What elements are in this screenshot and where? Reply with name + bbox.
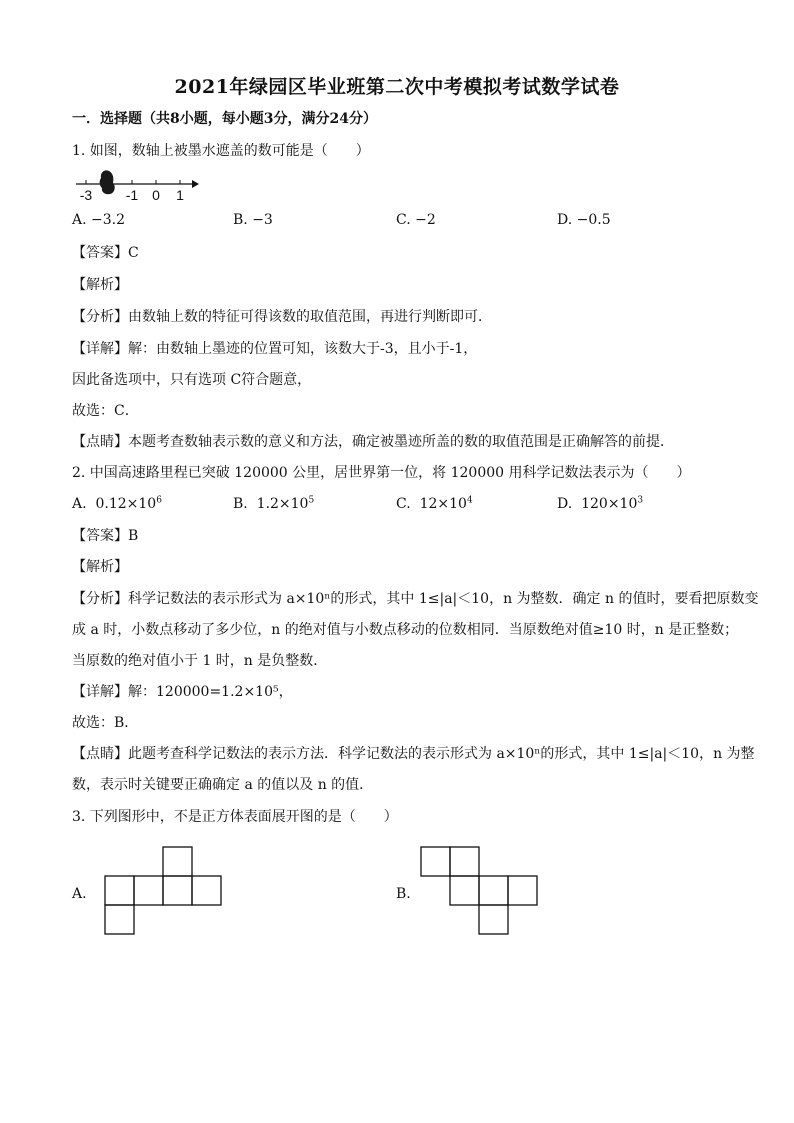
q2-option-c [396, 496, 473, 512]
q1-jiexi: 【解析】 [72, 277, 128, 293]
option-base: 12×10 [419, 496, 467, 512]
option-base: 1.2×10 [256, 496, 309, 512]
q1-answer: 【答案】C [72, 245, 139, 261]
net-square [192, 876, 221, 905]
option-exponent: 6 [156, 495, 162, 506]
net-square [105, 876, 134, 905]
q2-answer: 【答案】B [72, 528, 139, 544]
q2-stem: 2. 中国高速路里程已突破 120000 公里，居世界第一位，将 120000 用科学记数法表示为（ ） [72, 465, 691, 481]
q1-xiangjie: 【详解】解：由数轴上墨迹的位置可知，该数大于-3，且小于-1， [72, 341, 478, 357]
q3-figure-a [104, 846, 226, 938]
net-square [450, 847, 479, 876]
net-square [134, 876, 163, 905]
number-line-figure [72, 166, 202, 206]
option-label: B. [233, 496, 248, 512]
exam-title: 2021年绿园区毕业班第二次中考模拟考试数学试卷 [174, 76, 620, 98]
q1-fenxi: 【分析】由数轴上数的特征可得该数的取值范围，再进行判断即可． [72, 309, 492, 325]
q3-option-a-label: A. [72, 886, 87, 902]
net-square [163, 876, 192, 905]
net-square [450, 876, 479, 905]
q2-dianjing-line2: 数，表示时关键要正确确定 a 的值以及 n 的值． [72, 777, 374, 793]
axis-arrow [192, 180, 199, 188]
q3-stem: 3. 下列图形中，不是正方体表面展开图的是（ ） [72, 809, 398, 825]
q1-option-d: D. −0.5 [557, 212, 611, 228]
option-exponent: 3 [637, 495, 644, 506]
tick-label: -3 [79, 187, 93, 203]
q2-fenxi-line3: 当原数的绝对值小于 1 时，n 是负整数． [72, 653, 328, 669]
q2-dianjing-line1: 【点睛】此题考查科学记数法的表示方法．科学记数法的表示形式为 a×10ⁿ的形式，其中 1≤|a|＜10，n 为整 [72, 746, 755, 762]
net-square [163, 847, 192, 876]
q1-xiangjie-line2: 因此备选项中，只有选项 C符合题意， [72, 372, 312, 388]
q1-dianjing: 【点睛】本题考查数轴表示数的意义和方法，确定被墨迹所盖的数的取值范围是正确解答的前提． [72, 434, 674, 450]
tick-label: 0 [152, 187, 160, 203]
net-square [508, 876, 537, 905]
net-square [479, 876, 508, 905]
tick-label: 1 [176, 187, 184, 203]
q2-fenxi-line1: 【分析】科学记数法的表示形式为 a×10ⁿ的形式，其中 1≤|a|＜10，n 为整数．确定 n 的值时，要看把原数变 [72, 591, 759, 607]
section-heading: 一．选择题（共8小题，每小题3分，满分24分） [72, 111, 377, 127]
q2-jiexi: 【解析】 [72, 559, 128, 575]
q2-xiangjie-line2: 故选：B． [72, 715, 139, 731]
q1-option-b: B. −3 [233, 212, 273, 228]
option-label: C. [396, 496, 411, 512]
net-square [421, 847, 450, 876]
option-label: D. [557, 496, 573, 512]
q2-xiangjie: 【详解】解：120000=1.2×10⁵， [72, 684, 293, 700]
option-base: 0.12×10 [95, 496, 157, 512]
q1-option-a: A. −3.2 [72, 212, 126, 228]
ink-blot [100, 170, 115, 194]
option-exponent: 4 [466, 495, 473, 506]
net-square [105, 905, 134, 934]
q1-stem: 1. 如图，数轴上被墨水遮盖的数可能是（ ） [72, 143, 370, 159]
q3-option-b-label: B. [396, 886, 411, 902]
option-label: A. [72, 496, 87, 512]
tick-label: -1 [125, 187, 139, 203]
option-base: 120×10 [581, 496, 638, 512]
q2-option-a [72, 496, 162, 512]
option-exponent: 5 [308, 495, 315, 506]
net-square [479, 905, 508, 934]
q2-option-b [233, 496, 314, 512]
q1-option-c: C. −2 [396, 212, 436, 228]
q2-option-d [557, 496, 643, 512]
q2-fenxi-line2: 成 a 时，小数点移动了多少位，n 的绝对值与小数点移动的位数相同．当原数绝对值≥10 时，n 是正整数； [72, 622, 739, 638]
q3-figure-b [420, 846, 542, 938]
q1-xiangjie-line3: 故选：C． [72, 403, 139, 419]
